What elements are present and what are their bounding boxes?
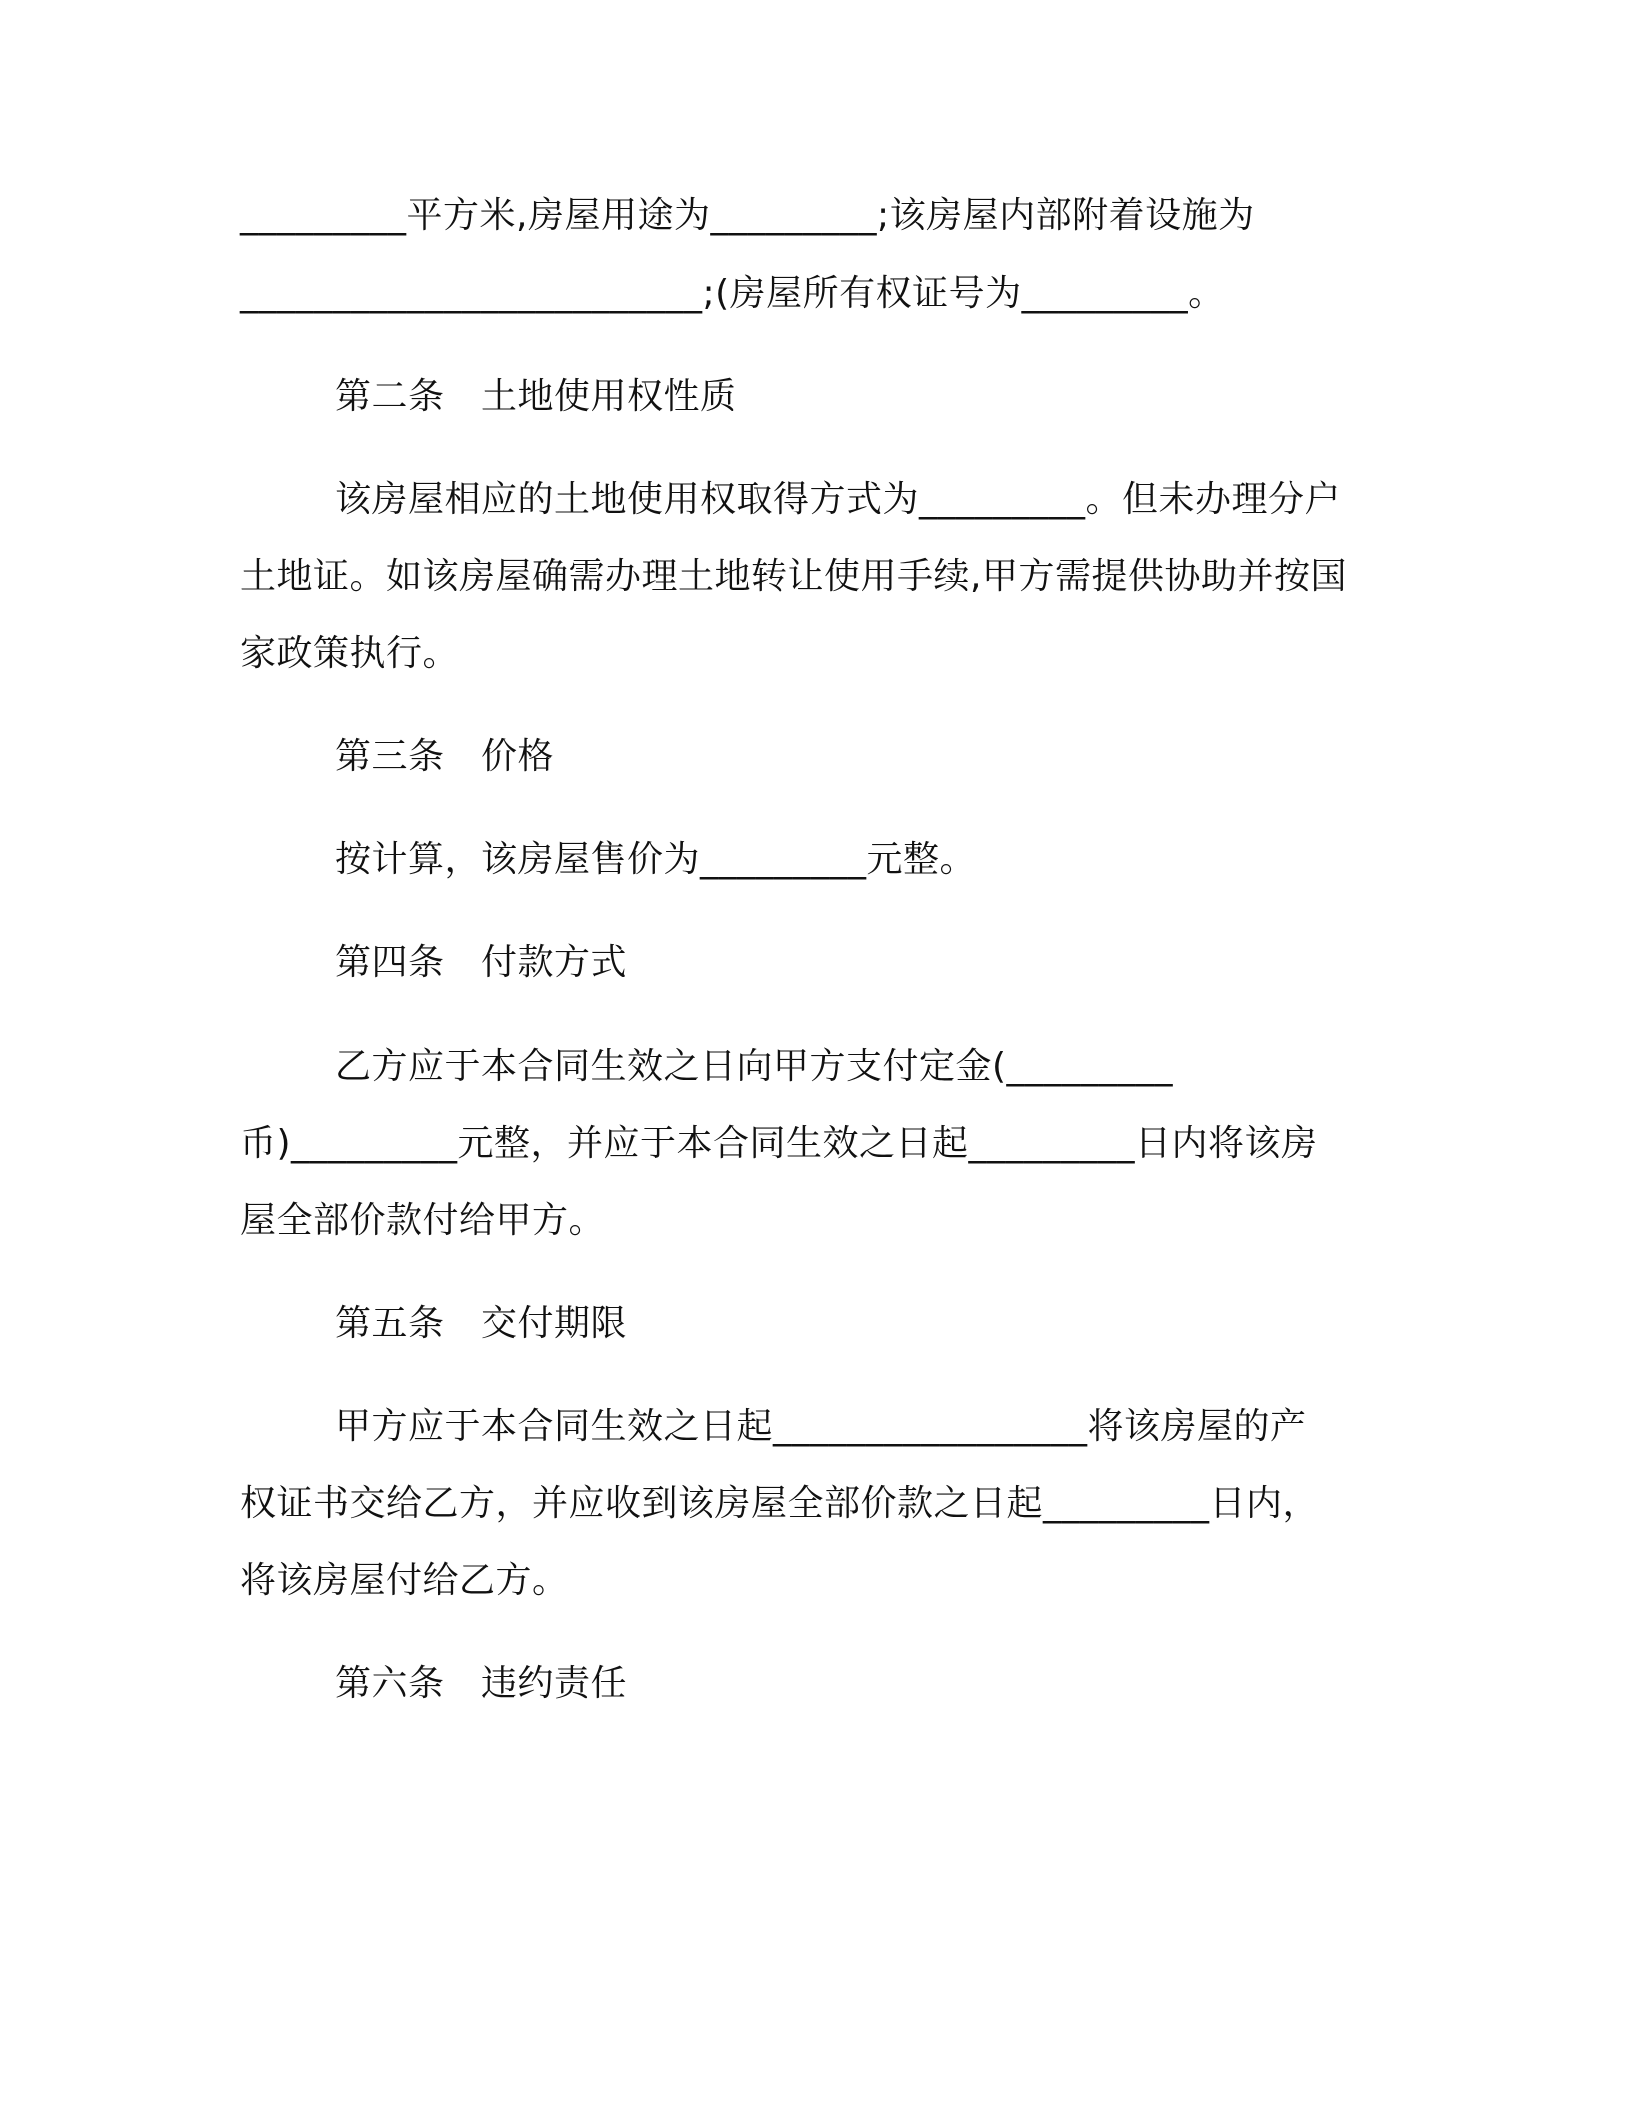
text-line: 权证书交给乙方，并应收到该房屋全部价款之日起_________日内， xyxy=(240,1483,1320,1524)
text-line: 家政策执行。 xyxy=(240,633,460,674)
text-line: 甲方应于本合同生效之日起_________________将该房屋的产 xyxy=(335,1406,1307,1447)
text-line: 该房屋相应的土地使用权取得方式为_________。但未办理分户 xyxy=(335,479,1342,520)
text-line: 屋全部价款付给甲方。 xyxy=(240,1200,606,1241)
text-line: 将该房屋付给乙方。 xyxy=(240,1560,569,1601)
text-line: 币)_________元整，并应于本合同生效之日起_________日内将该房 xyxy=(240,1123,1318,1164)
text-line: 土地证。如该房屋确需办理土地转让使用手续,甲方需提供协助并按国 xyxy=(240,556,1347,597)
section-heading: 第三条 价格 xyxy=(335,736,555,777)
text-line: 按计算，该房屋售价为_________元整。 xyxy=(335,839,977,880)
document-page xyxy=(240,0,1400,2112)
text-line: 乙方应于本合同生效之日向甲方支付定金(_________ xyxy=(335,1046,1174,1087)
section-heading: 第二条 土地使用权性质 xyxy=(335,376,737,417)
section-heading: 第六条 违约责任 xyxy=(335,1663,628,1704)
text-line: _________________________;(房屋所有权证号为_________。 xyxy=(240,273,1225,314)
section-heading: 第五条 交付期限 xyxy=(335,1303,628,1344)
text-line: _________平方米,房屋用途为_________;该房屋内部附着设施为 xyxy=(240,195,1255,236)
section-heading: 第四条 付款方式 xyxy=(335,942,628,983)
